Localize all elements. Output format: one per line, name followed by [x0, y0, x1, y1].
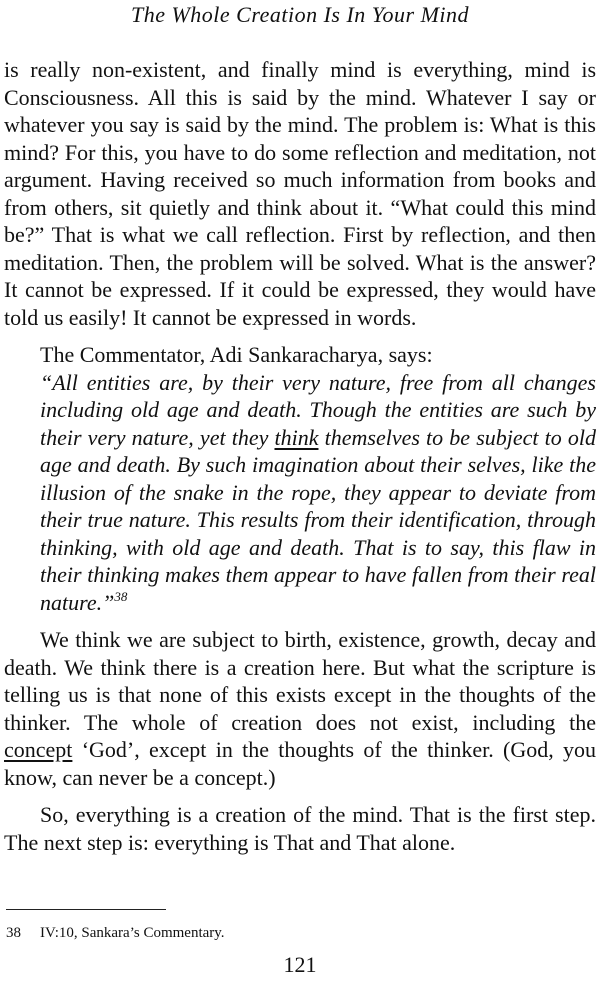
- paragraph-3-text-2: ‘God’, except in the thoughts of the thinker. (God, you know, can never be a concept.): [4, 737, 596, 790]
- footnote-reference: 38: [114, 588, 128, 604]
- block-quote: [40, 369, 596, 617]
- footnote-text: IV:10, Sankara’s Commentary.: [40, 925, 225, 941]
- paragraph-4: So, everything is a creation of the mind. That is the first step. The next step is: everything is That and That alone.: [4, 802, 596, 855]
- body-text: [4, 56, 596, 856]
- paragraph-3-emphasis: concept: [4, 737, 73, 762]
- quote-emphasis: think: [274, 424, 319, 450]
- footnote-number: 38: [6, 925, 21, 941]
- paragraph-3: [4, 626, 596, 791]
- footnote: [6, 924, 225, 942]
- paragraph-2: The Commentator, Adi Sankaracharya, says:: [40, 342, 433, 367]
- running-head: The Whole Creation Is In Your Mind: [130, 2, 470, 27]
- quote-text-2: themselves to be subject to old age and death. By such imagination about their selves, like the illusion of the snake in the rope, they appear to deviate from their true nature. This results from their identification, through thinking, with old age and death. That is to say, this flaw in their thinking makes them appear to have fallen from their real nature.”: [40, 424, 596, 615]
- paragraph-3-text-1: We think we are subject to birth, existence, growth, decay and death. We think there is a creation here. But what the scripture is telling us is that none of this exists except in the thoughts of the thinker. The whole of creation does not exist, including the: [4, 627, 596, 735]
- quote-text-1: “All entities are, by their very nature, free from all changes including old age and death. Though the entities are such by their very nature, yet they: [40, 369, 596, 450]
- footnote-divider: [6, 909, 166, 910]
- page-number: 121: [283, 952, 317, 977]
- paragraph-1: is really non-existent, and finally mind is everything, mind is Consciousness. All this is said by the mind. Whatever I say or whatever you say is said by the mind. The problem is: What is this mind? For this, you have to do some reflection and meditation, not argument. Having received so much information from books and from others, sit quietly and think about it. “What could this mind be?” That is what we call reflection. First by reflection, and then meditation. Then, the problem will be solved. What is the answer? It cannot be expressed. If it could be expressed, they would have told us easily! It cannot be expressed in words.: [4, 57, 596, 330]
